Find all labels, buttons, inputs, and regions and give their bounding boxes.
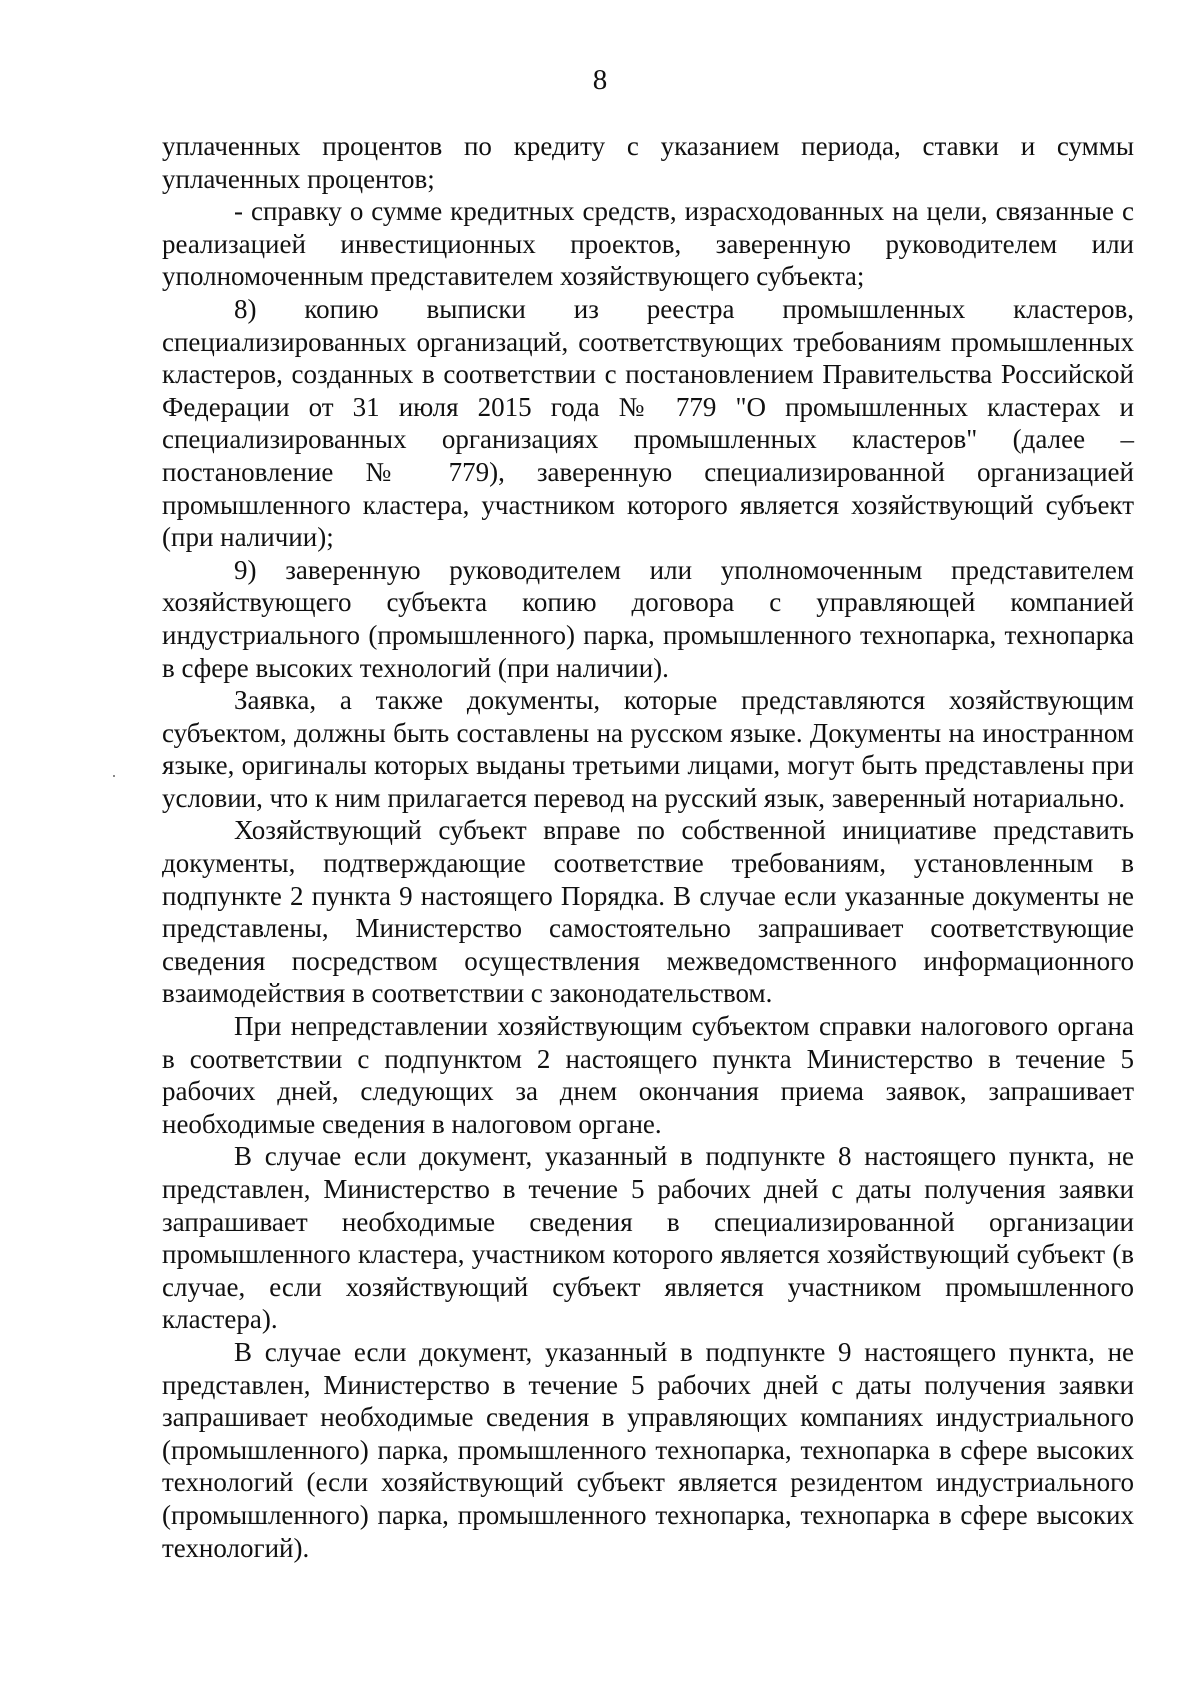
scan-speck: [113, 775, 115, 777]
paragraph-cluster-info-request: В случае если документ, указанный в подпункте 8 настоящего пункта, не представлен, Министерство в течение 5 рабочих дней с даты получения заявки запрашивает необходимые сведения в специализированной организации промышленного кластера, участником которого является хозяйствующий субъект (в случае, если хозяйствующий субъект является участником промышленного кластера).: [162, 1141, 1134, 1335]
paragraph-item-8-cluster-registry: 8) копию выписки из реестра промышленных кластеров, специализированных организаций, соответствующих требованиям промышленных кластеров, созданных в соответствии с постановлением Правительства Российской Федерации от 31 июля 2015 года № 779 "О промышленных кластерах и специализированных организациях промышленных кластеров" (далее – постановление № 779), заверенную специализированной организацией промышленного кластера, участником которого является хозяйствующий субъект (при наличии);: [162, 293, 1134, 553]
paragraph-continuation: уплаченных процентов по кредиту с указанием периода, ставки и суммы уплаченных процентов;: [162, 131, 1134, 194]
paragraph-credit-funds-certificate: - справку о сумме кредитных средств, израсходованных на цели, связанные с реализацией инвестиционных проектов, заверенную руководителем или уполномоченным представителем хозяйствующего субъекта;: [162, 196, 1134, 292]
paragraph-item-9-park-contract: 9) заверенную руководителем или уполномоченным представителем хозяйствующего субъекта копию договора с управляющей компанией индустриального (промышленного) парка, промышленного технопарка, технопарка в сфере высоких технологий (при наличии).: [162, 554, 1134, 683]
page-number: 8: [592, 64, 608, 96]
paragraph-park-info-request: В случае если документ, указанный в подпункте 9 настоящего пункта, не представлен, Министерство в течение 5 рабочих дней с даты получения заявки запрашивает необходимые сведения в управляющих компаниях индустриального (промышленного) парка, промышленного технопарка, технопарка в сфере высоких технологий (если хозяйствующий субъект является резидентом индустриального (промышленного) парка, промышленного технопарка, технопарка в сфере высоких технологий).: [162, 1336, 1134, 1563]
paragraph-own-initiative-documents: Хозяйствующий субъект вправе по собственной инициативе представить документы, подтверждающие соответствие требованиям, установленным в подпункте 2 пункта 9 настоящего Порядка. В случае если указанные документы не представлены, Министерство самостоятельно запрашивает соответствующие сведения посредством осуществления межведомственного информационного взаимодействия в соответствии с законодательством.: [162, 815, 1134, 1009]
paragraph-tax-certificate-request: При непредставлении хозяйствующим субъектом справки налогового органа в соответствии с подпунктом 2 настоящего пункта Министерство в течение 5 рабочих дней, следующих за днем окончания приема заявок, запрашивает необходимые сведения в налоговом органе.: [162, 1011, 1134, 1139]
document-body: [162, 130, 1134, 1564]
paragraph-language-requirement: Заявка, а также документы, которые представляются хозяйствующим субъектом, должны быть составлены на русском языке. Документы на иностранном языке, оригиналы которых выданы третьими лицами, могут быть представлены при условии, что к ним прилагается перевод на русский язык, заверенный нотариально.: [162, 685, 1134, 813]
